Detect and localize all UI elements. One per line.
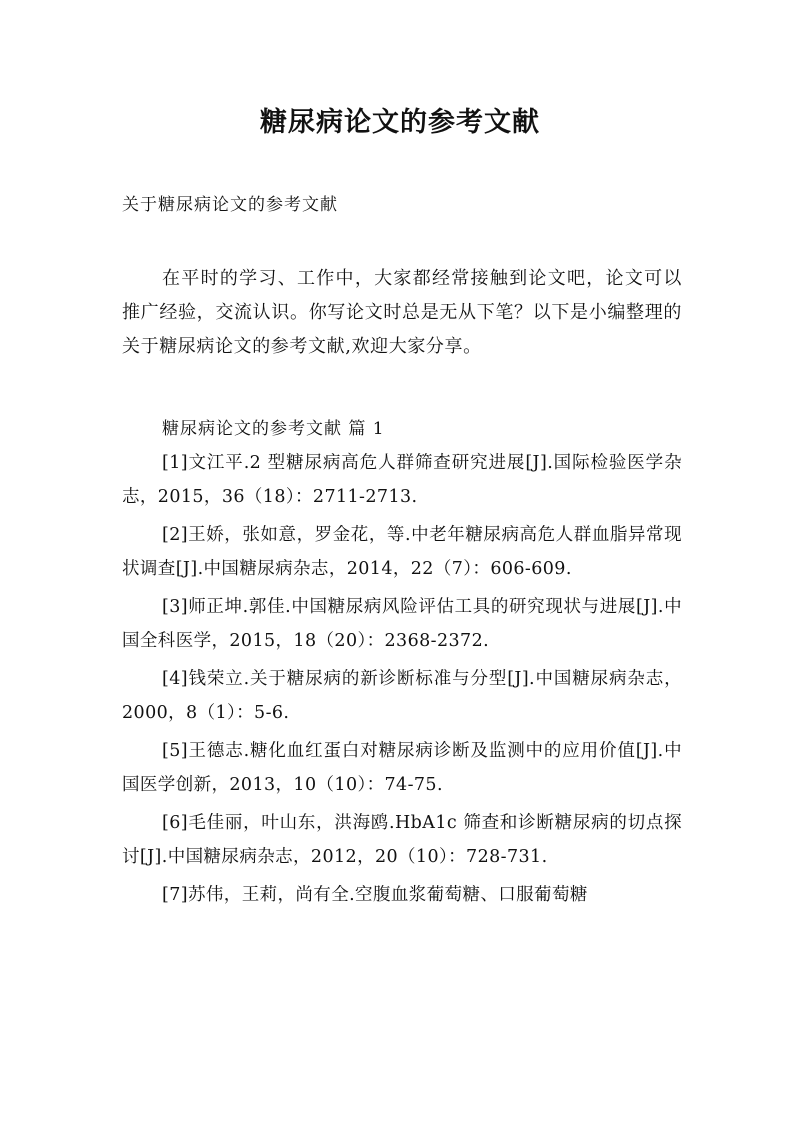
section-heading: 糖尿病论文的参考文献 篇 1 [162, 419, 385, 439]
document-subtitle: 关于糖尿病论文的参考文献 [122, 195, 338, 215]
reference-item: [1]文江平.2 型糖尿病高危人群筛查研究进展[J].国际检验医学杂志，2015，36（18）：2711-2713. [122, 453, 682, 507]
reference-list [122, 446, 682, 916]
intro-paragraph: 在平时的学习、工作中，大家都经常接触到论文吧，论文可以推广经验，交流认识。你写论文时总是无从下笔？以下是小编整理的关于糖尿病论文的参考文献,欢迎大家分享。 [122, 268, 682, 357]
reference-item: [2]王娇，张如意，罗金花，等.中老年糖尿病高危人群血脂异常现状调查[J].中国糖尿病杂志，2014，22（7）：606-609. [122, 525, 682, 579]
reference-item: [7]苏伟，王莉，尚有全.空腹血浆葡萄糖、口服葡萄糖 [162, 885, 588, 905]
reference-item: [4]钱荣立.关于糖尿病的新诊断标准与分型[J].中国糖尿病杂志，2000，8（1）：5-6. [122, 669, 682, 723]
reference-item: [3]师正坤.郭佳.中国糖尿病风险评估工具的研究现状与进展[J].中国全科医学，2015，18（20）：2368-2372. [122, 597, 682, 651]
reference-item: [6]毛佳丽，叶山东，洪海鸥.HbA1c 筛查和诊断糖尿病的切点探讨[J].中国糖尿病杂志，2012，20（10）：728-731. [122, 813, 682, 867]
document-title: 糖尿病论文的参考文献 [260, 107, 540, 138]
reference-item: [5]王德志.糖化血红蛋白对糖尿病诊断及监测中的应用价值[J].中国医学创新，2013，10（10）：74-75. [122, 741, 682, 795]
